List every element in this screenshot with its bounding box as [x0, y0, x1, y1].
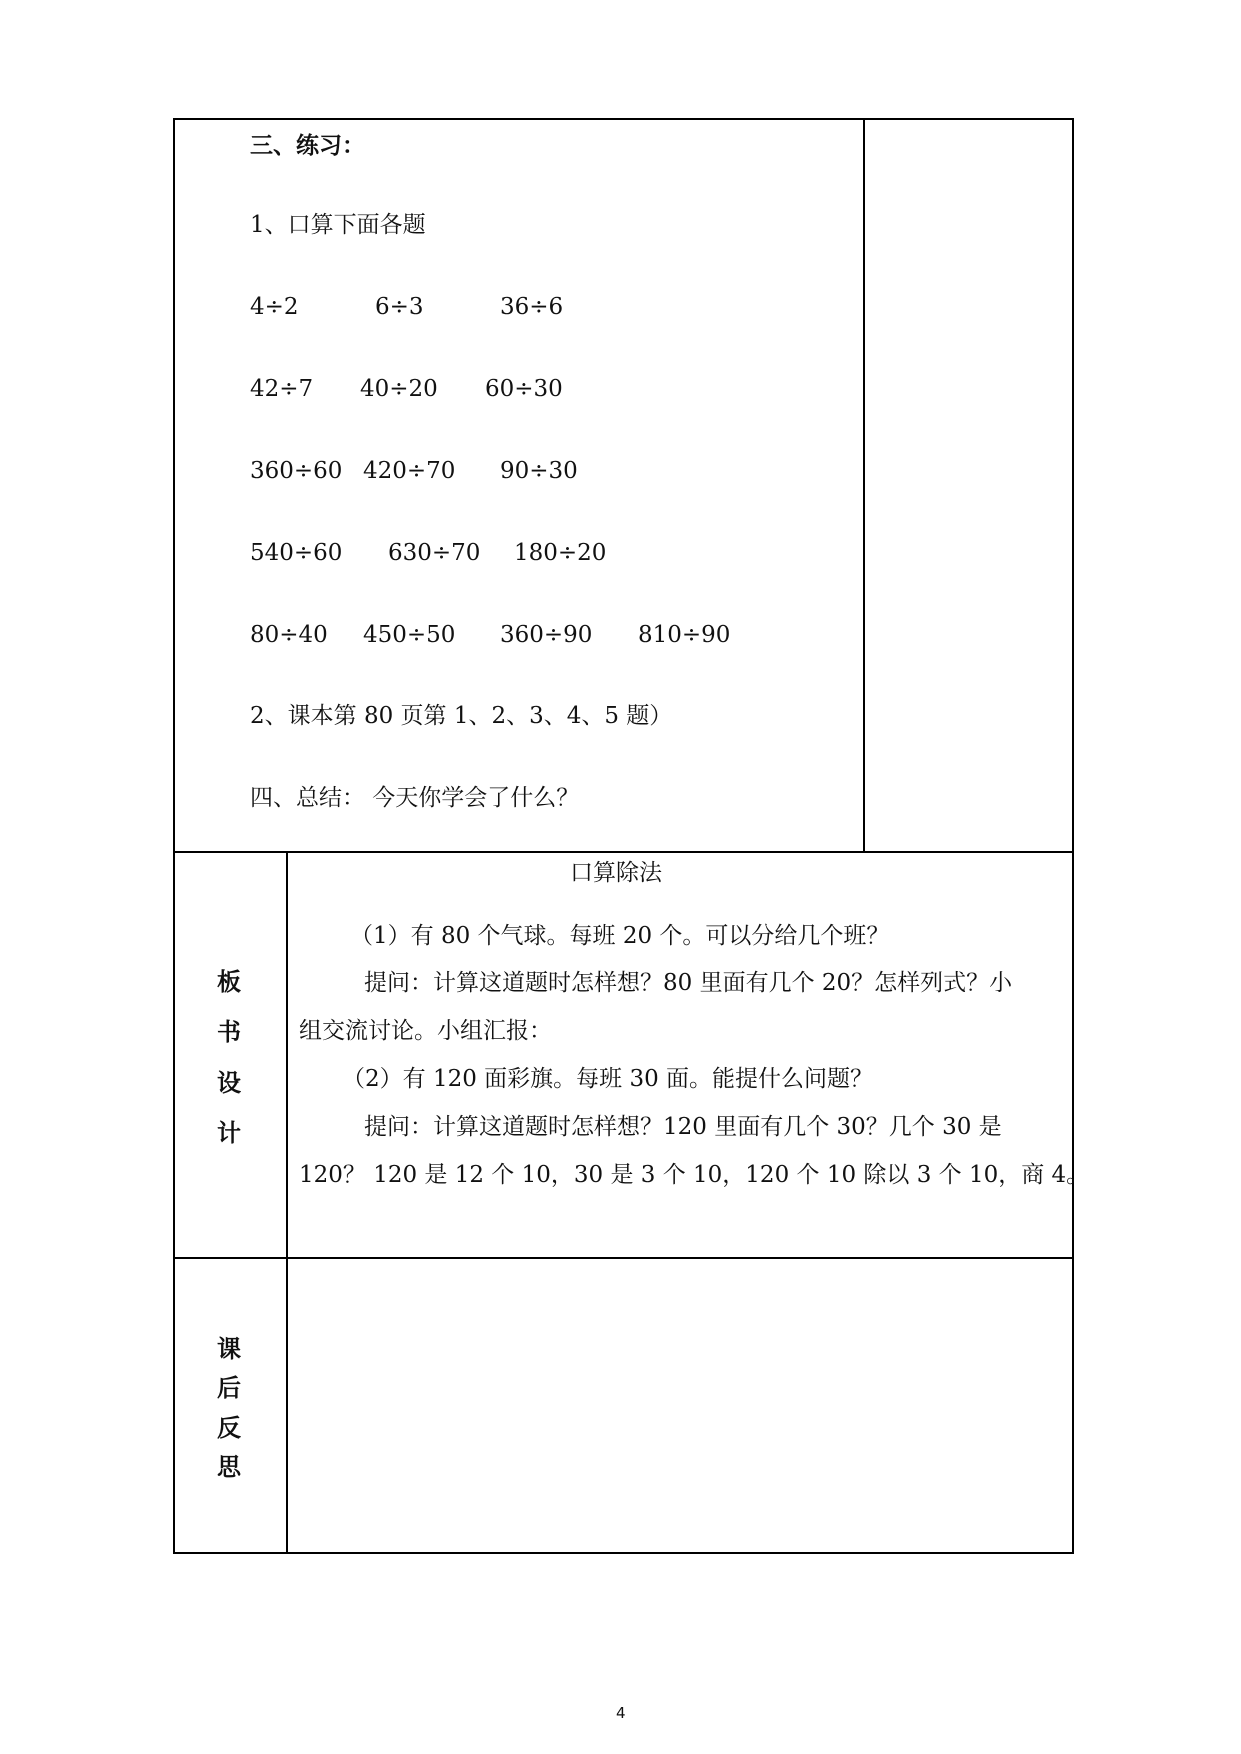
calc-row5-c: 360÷90 [500, 622, 593, 648]
calc-row1-b: 6÷3 [375, 294, 424, 320]
calc-row5-b: 450÷50 [363, 622, 456, 648]
calc-row5-a: 80÷40 [250, 622, 328, 648]
table-divider-label [286, 851, 288, 1554]
calc-row4-b: 630÷70 [388, 540, 481, 566]
board-line-1: （1）有 80 个气球。每班 20 个。可以分给几个班？ [350, 923, 890, 949]
board-line-6: 120？ 120 是 12 个 10，30 是 3 个 10，120 个 10 除以 3 个 10，商 4。 [299, 1162, 1090, 1188]
board-title: 口算除法 [570, 860, 662, 886]
reflection-label-3: 反 [217, 1414, 241, 1442]
board-label-4: 计 [217, 1119, 241, 1147]
table-divider-side [863, 118, 865, 853]
reflection-label-2: 后 [217, 1374, 241, 1402]
board-line-2: 提问：计算这道题时怎样想？80 里面有几个 20？怎样列式？小 [364, 970, 1013, 996]
exercise-item-1: 1、口算下面各题 [250, 212, 426, 238]
board-label-1: 板 [217, 968, 241, 996]
calc-row2-a: 42÷7 [250, 376, 314, 402]
reflection-label-1: 课 [217, 1335, 241, 1363]
page-number: 4 [616, 1704, 626, 1722]
board-label-2: 书 [217, 1018, 241, 1046]
board-line-5: 提问：计算这道题时怎样想？120 里面有几个 30？几个 30 是 [364, 1114, 1002, 1140]
board-line-4: （2）有 120 面彩旗。每班 30 面。能提什么问题？ [342, 1066, 874, 1092]
table-border-top [173, 118, 1074, 120]
reflection-label-4: 思 [217, 1453, 241, 1481]
table-border-row2 [173, 1257, 1074, 1259]
table-border-row1 [173, 851, 1074, 853]
summary-line: 四、总结： 今天你学会了什么？ [250, 785, 580, 811]
exercise-item-2: 2、课本第 80 页第 1、2、3、4、5 题） [250, 703, 673, 729]
board-line-3: 组交流讨论。小组汇报： [299, 1018, 552, 1044]
calc-row3-c: 90÷30 [500, 458, 578, 484]
calc-row4-c: 180÷20 [514, 540, 607, 566]
calc-row1-c: 36÷6 [500, 294, 564, 320]
table-border-bottom [173, 1552, 1074, 1554]
calc-row3-b: 420÷70 [363, 458, 456, 484]
board-label-3: 设 [217, 1069, 241, 1097]
calc-row2-b: 40÷20 [360, 376, 438, 402]
calc-row2-c: 60÷30 [485, 376, 563, 402]
calc-row3-a: 360÷60 [250, 458, 343, 484]
table-border-right [1072, 118, 1074, 1554]
calc-row1-a: 4÷2 [250, 294, 299, 320]
exercise-heading: 三、练习： [250, 133, 365, 159]
calc-row4-a: 540÷60 [250, 540, 343, 566]
calc-row5-d: 810÷90 [638, 622, 731, 648]
table-border-left [173, 118, 175, 1554]
